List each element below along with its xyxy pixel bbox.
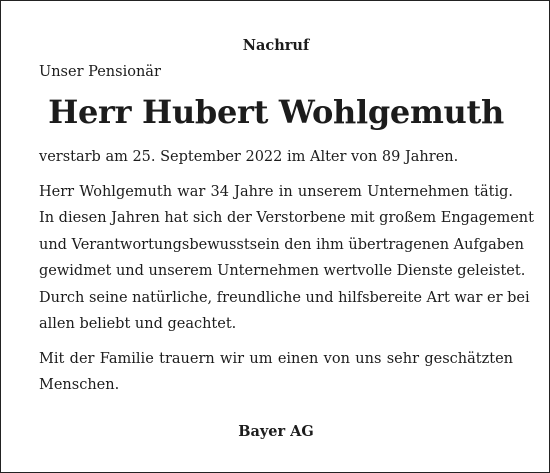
paragraph-line: gewidmet und unserem Unternehmen wertvolle Dienste geleistet.: [39, 263, 526, 280]
deceased-name: Herr Hubert Wohlgemuth: [48, 93, 504, 131]
company-signature: Bayer AG: [238, 423, 314, 440]
notice-subtitle: Unser Pensionär: [39, 64, 161, 80]
body-paragraph-2: [39, 346, 513, 399]
notice-heading: Nachruf: [242, 37, 310, 54]
paragraph-line: In diesen Jahren hat sich der Verstorbene mit großem Engagement: [39, 210, 534, 227]
paragraph-line: und Verantwortungsbewusstsein den ihm übertragenen Aufgaben: [39, 236, 524, 253]
paragraph-line: allen beliebt und geachtet.: [39, 316, 237, 333]
death-date-line: verstarb am 25. September 2022 im Alter von 89 Jahren.: [39, 149, 459, 165]
body-paragraph-1: [39, 179, 534, 337]
paragraph-line: Menschen.: [39, 377, 120, 394]
paragraph-line: Herr Wohlgemuth war 34 Jahre in unserem Unternehmen tätig.: [39, 184, 513, 200]
paragraph-line: Durch seine natürliche, freundliche und hilfsbereite Art war er bei: [39, 289, 530, 306]
paragraph-line: Mit der Familie trauern wir um einen von uns sehr geschätzten: [39, 351, 513, 367]
